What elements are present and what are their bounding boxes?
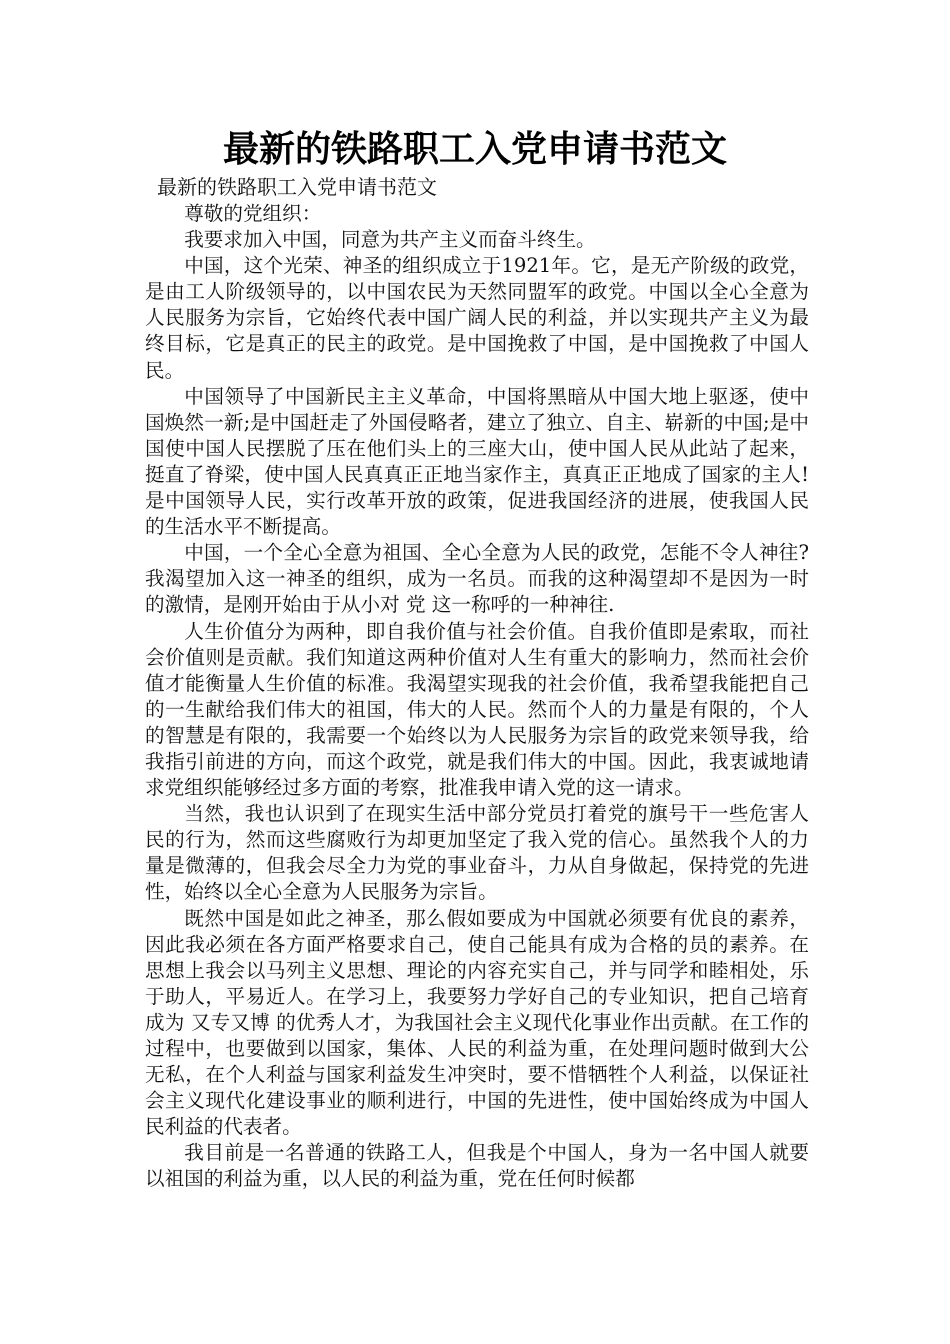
body-paragraph: 我目前是一名普通的铁路工人，但我是个中国人，身为一名中国人就要以祖国的利益为重，以人民的利益为重，党在任何时候都: [145, 1141, 809, 1191]
document-subtitle: 最新的铁路职工入党申请书范文: [157, 175, 437, 199]
body-paragraph: 中国，这个光荣、神圣的组织成立于1921年。它，是无产阶级的政党，是由工人阶级领导的，以中国农民为天然同盟军的政党。中国以全心全意为人民服务为宗旨，它始终代表中国广阔人民的利益，并以实现共产主义为最终目标，它是真正的民主的政党。是中国挽救了中国，是中国挽救了中国人民。: [145, 254, 809, 382]
document-body: [145, 201, 809, 1193]
body-paragraph: 当然，我也认识到了在现实生活中部分党员打着党的旗号干一些危害人民的行为，然而这些腐败行为却更加坚定了我入党的信心。虽然我个人的力量是微薄的，但我会尽全力为党的事业奋斗，力从自身做起，保持党的先进性，始终以全心全意为人民服务为宗旨。: [145, 802, 809, 904]
body-paragraph: 人生价值分为两种，即自我价值与社会价值。自我价值即是索取，而社会价值则是贡献。我们知道这两种价值对人生有重大的影响力，然而社会价值才能衡量人生价值的标准。我渴望实现我的社会价值，我希望我能把自己的一生献给我们伟大的祖国，伟大的人民。然而个人的力量是有限的，个人的智慧是有限的，我需要一个始终以为人民服务为宗旨的政党来领导我，给我指引前进的方向，而这个政党，就是我们伟大的中国。因此，我衷诚地请求党组织能够经过多方面的考察，批准我申请入党的这一请求。: [145, 619, 809, 800]
body-paragraph: 中国，一个全心全意为祖国、全心全意为人民的政党，怎能不令人神往?我渴望加入这一神圣的组织，成为一名员。而我的这种渴望却不是因为一时的激情，是刚开始由于从小对 党 这一称呼的一种神往.: [145, 541, 809, 617]
body-paragraph: 我要求加入中国，同意为共产主义而奋斗终生。: [184, 228, 596, 252]
body-paragraph: 中国领导了中国新民主主义革命，中国将黑暗从中国大地上驱逐，使中国焕然一新;是中国赶走了外国侵略者，建立了独立、自主、崭新的中国;是中国使中国人民摆脱了压在他们头上的三座大山，使中国人民从此站了起来，挺直了脊梁，使中国人民真真正正地当家作主，真真正正地成了国家的主人!是中国领导人民，实行改革开放的政策，促进我国经济的进展，使我国人民的生活水平不断提高。: [145, 384, 809, 539]
salutation: 尊敬的党组织：: [184, 202, 322, 225]
document-title: 最新的铁路职工入党申请书范文: [222, 129, 727, 170]
body-paragraph: 既然中国是如此之神圣，那么假如要成为中国就必须要有优良的素养，因此我必须在各方面严格要求自己，使自己能具有成为合格的员的素养。在思想上我会以马列主义思想、理论的内容充实自己，并与同学和睦相处，乐于助人，平易近人。在学习上，我要努力学好自己的专业知识，把自己培育成为 又专又博 的优秀人才，为我国社会主义现代化事业作出贡献。在工作的过程中，也要做到以国家，集体、人民的利益为重，在处理问题时做到大公无私，在个人利益与国家利益发生冲突时，要不惜牺牲个人利益，以保证社会主义现代化建设事业的顺利进行，中国的先进性，使中国始终成为中国人民利益的代表者。: [145, 906, 809, 1139]
